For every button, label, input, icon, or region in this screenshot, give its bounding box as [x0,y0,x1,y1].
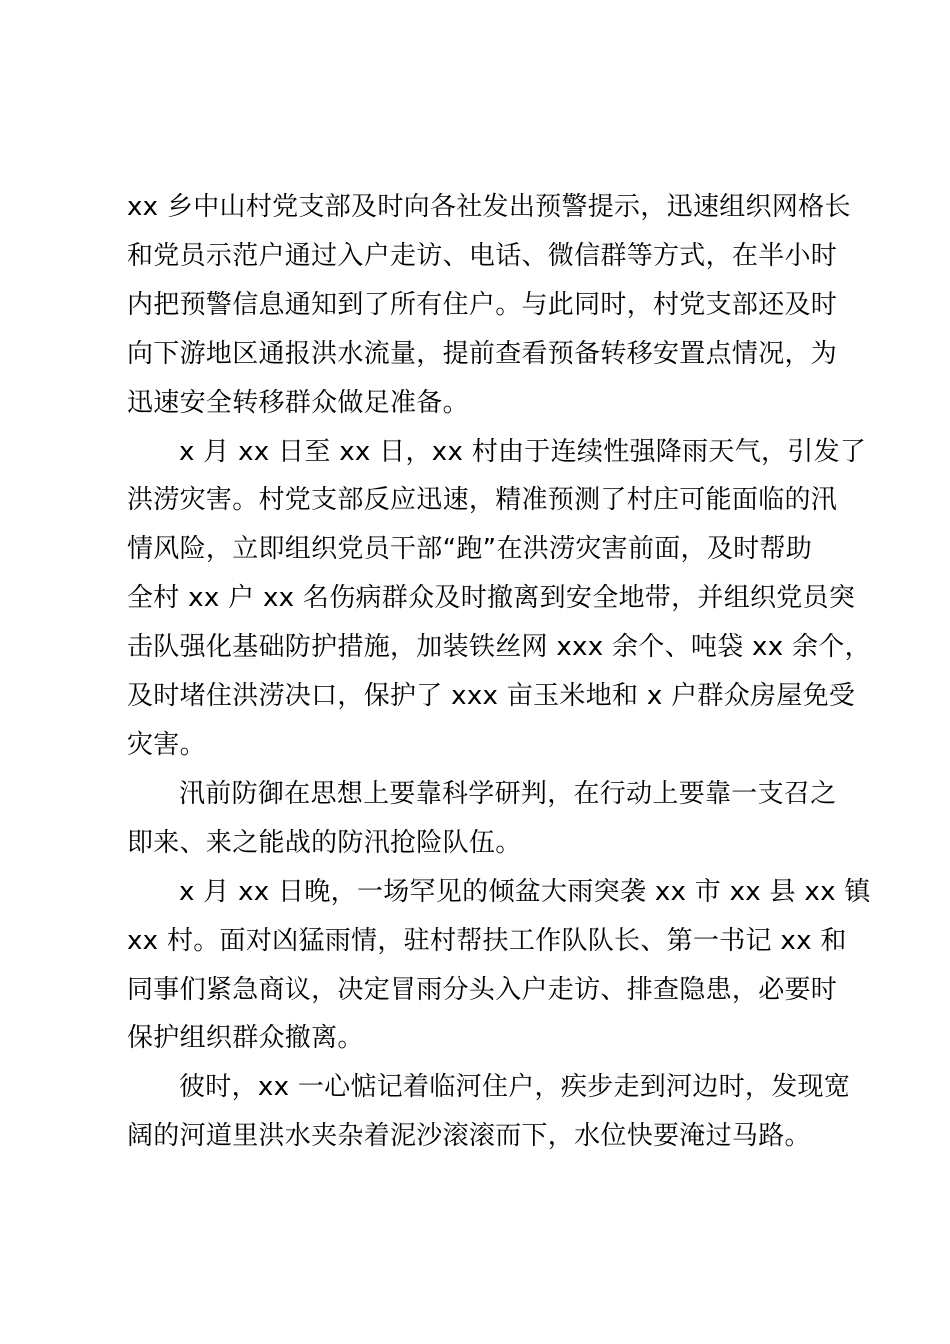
paragraph-3 [127,770,855,868]
text-line: 灾害。 [127,729,206,760]
text-line: 彼时，xx 一心惦记着临河住户，疾步走到河边时，发现宽 [179,1072,851,1103]
text-line: 洪涝灾害。村党支部反应迅速，精准预测了村庄可能面临的汛 [127,485,838,516]
text-line: 阔的河道里洪水夹杂着泥沙滚滚而下，水位快要淹过马路。 [127,1121,811,1152]
text-line: 内把预警信息通知到了所有住户。与此同时，村党支部还及时 [127,289,838,320]
text-line: x 月 xx 日至 xx 日，xx 村由于连续性强降雨天气，引发了 [179,436,867,467]
paragraph-5 [127,1063,855,1161]
text-line: 情风险，立即组织党员干部“跑”在洪涝灾害前面，及时帮助 [127,534,813,565]
text-line: 及时堵住洪涝决口，保护了 xxx 亩玉米地和 x 户群众房屋免受 [127,681,856,712]
paragraph-1 [127,183,855,428]
document-body [127,183,871,1161]
paragraph-4 [127,868,871,1064]
text-line: x 月 xx 日晚，一场罕见的倾盆大雨突袭 xx 市 xx 县 xx 镇 [179,876,871,907]
text-line: 和党员示范户通过入户走访、电话、微信群等方式，在半小时 [127,240,838,271]
text-line: 同事们紧急商议，决定冒雨分头入户走访、排查隐患，必要时 [127,974,838,1005]
text-line: 保护组织群众撤离。 [127,1023,364,1054]
text-line: 全村 xx 户 xx 名伤病群众及时撤离到安全地带，并组织党员突 [127,583,856,614]
text-line: 击队强化基础防护措施，加装铁丝网 xxx 余个、吨袋 xx 余个， [127,632,871,663]
text-line: 迅速安全转移群众做足准备。 [127,387,469,418]
paragraph-2 [127,428,871,770]
text-line: xx 村。面对凶猛雨情，驻村帮扶工作队队长、第一书记 xx 和 [127,925,847,956]
text-line: 即来、来之能战的防汛抢险队伍。 [127,827,522,858]
text-line: xx 乡中山村党支部及时向各社发出预警提示，迅速组织网格长 [127,192,851,222]
text-line: 汛前防御在思想上要靠科学研判，在行动上要靠一支召之 [179,778,837,809]
text-line: 向下游地区通报洪水流量，提前查看预备转移安置点情况，为 [127,338,838,369]
